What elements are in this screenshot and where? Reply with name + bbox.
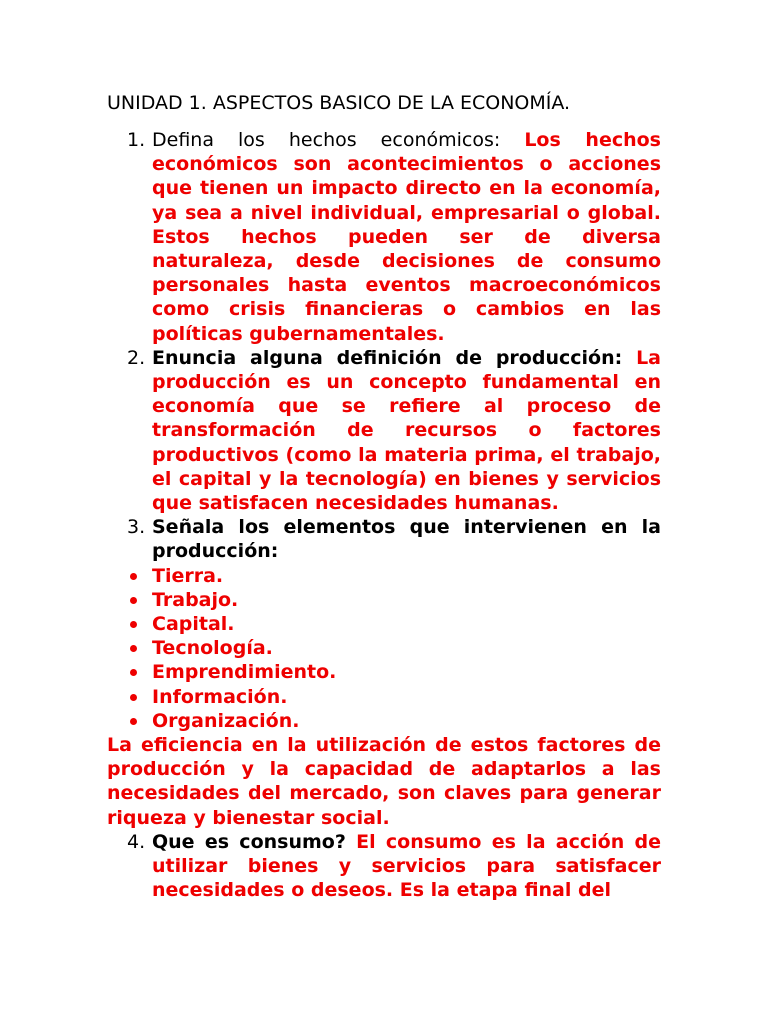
- bullet-icon: [130, 718, 137, 725]
- page-title: UNIDAD 1. ASPECTOS BASICO DE LA ECONOMÍA.: [107, 92, 571, 114]
- answer-text: El consumo es la acción de utilizar bienes y servicios para satisfacer necesidades o deseos. Es la etapa final del: [152, 830, 661, 902]
- item-number: 4.: [127, 830, 146, 853]
- list-item: Organización.: [107, 709, 661, 733]
- question-text: Señala los elementos que intervienen en la producción:: [152, 516, 661, 563]
- list-item: Tecnología.: [107, 636, 661, 660]
- bullet-icon: [130, 645, 137, 652]
- question-item-1: [107, 128, 661, 346]
- bullet-icon: [130, 597, 137, 604]
- document-page: [107, 90, 661, 903]
- question-text: Que es consumo?: [152, 830, 357, 853]
- efficiency-paragraph: La eficiencia en la utilización de estos factores de producción y la capacidad de adaptarlos a las necesidades del mercado, son claves para generar riqueza y bienestar social.: [107, 734, 661, 829]
- answer-text: La producción es un concepto fundamental en economía que se refiere al proceso de transformación de recursos o factores productivos (como la materia prima, el trabajo, el capital y la tecnología) en bienes y servicios que satisfacen necesidades humanas.: [152, 346, 661, 515]
- question-text: Defina los hechos económicos:: [152, 129, 525, 151]
- list-item: Emprendimiento.: [107, 660, 661, 684]
- production-elements-list: [107, 564, 661, 733]
- bullet-icon: [130, 573, 137, 580]
- list-item: Trabajo.: [107, 588, 661, 612]
- list-item: Tierra.: [107, 564, 661, 588]
- bullet-icon: [130, 621, 137, 628]
- item-number: 2.: [127, 346, 146, 369]
- item-number: 3.: [127, 516, 146, 539]
- bullet-icon: [130, 694, 137, 701]
- question-item-2: [107, 346, 661, 515]
- question-item-3: [107, 515, 661, 563]
- list-item: Capital.: [107, 612, 661, 636]
- item-number: 1.: [127, 129, 146, 151]
- bullet-icon: [130, 669, 137, 676]
- answer-text: Los hechos económicos son acontecimientos o acciones que tienen un impacto directo en la economía, ya sea a nivel individual, empresarial o global. Estos hechos pueden ser de diversa naturaleza, desde decisiones de consumo personales hasta eventos macroeconómicos como crisis financieras o cambios en las políticas gubernamentales.: [152, 129, 661, 345]
- question-item-4: [107, 830, 661, 903]
- question-text: Enuncia alguna definición de producción:: [152, 346, 637, 369]
- list-item: Información.: [107, 685, 661, 709]
